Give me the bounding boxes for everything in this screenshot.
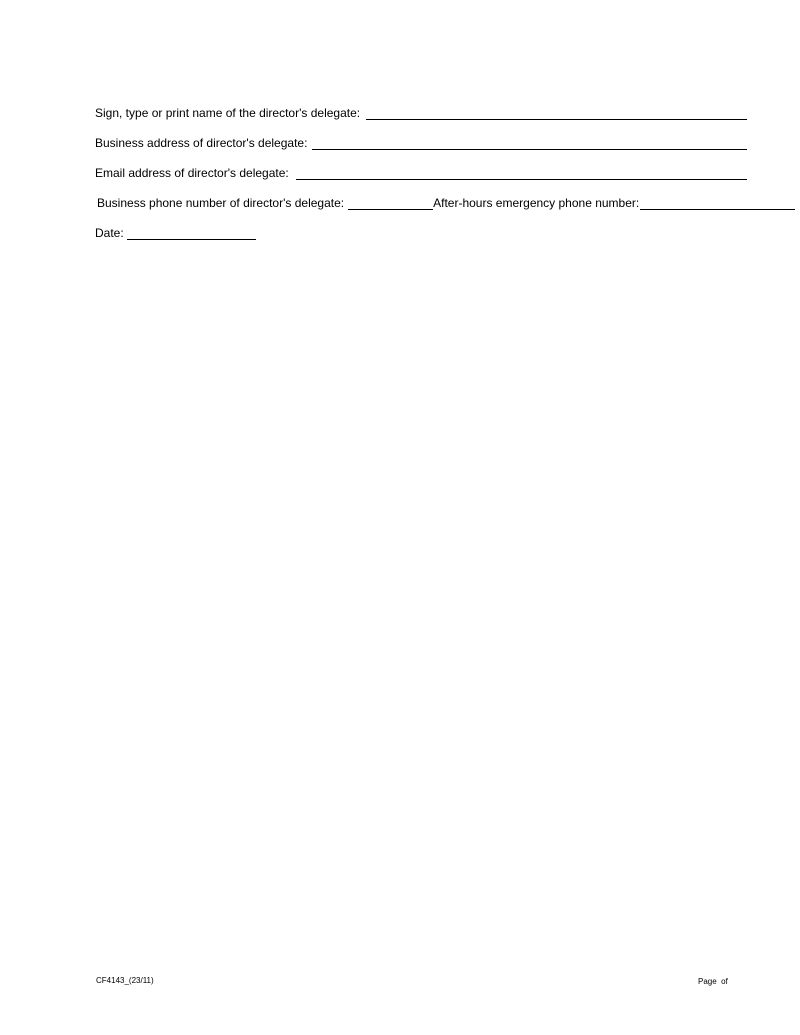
email-address-row [95, 166, 747, 180]
business-address-field[interactable] [312, 136, 747, 150]
business-phone-label: Business phone number of director's delegate: [97, 196, 345, 210]
business-address-label: Business address of director's delegate: [95, 136, 308, 150]
date-field[interactable] [127, 226, 256, 240]
date-row [95, 226, 256, 240]
business-address-row [95, 136, 747, 150]
date-label: Date: [95, 226, 124, 240]
delegate-name-row [95, 106, 747, 120]
after-hours-phone-label: After-hours emergency phone number: [433, 196, 640, 210]
email-address-label: Email address of director's delegate: [95, 166, 289, 180]
phone-numbers-row [97, 196, 747, 210]
business-phone-field[interactable] [348, 196, 433, 210]
email-address-field[interactable] [296, 166, 747, 180]
after-hours-phone-field[interactable] [640, 196, 795, 210]
delegate-name-label: Sign, type or print name of the director's delegate: [95, 106, 361, 120]
delegate-name-field[interactable] [366, 106, 747, 120]
page-number: Page of [698, 977, 728, 986]
form-code: CF4143_(23/11) [96, 976, 154, 985]
